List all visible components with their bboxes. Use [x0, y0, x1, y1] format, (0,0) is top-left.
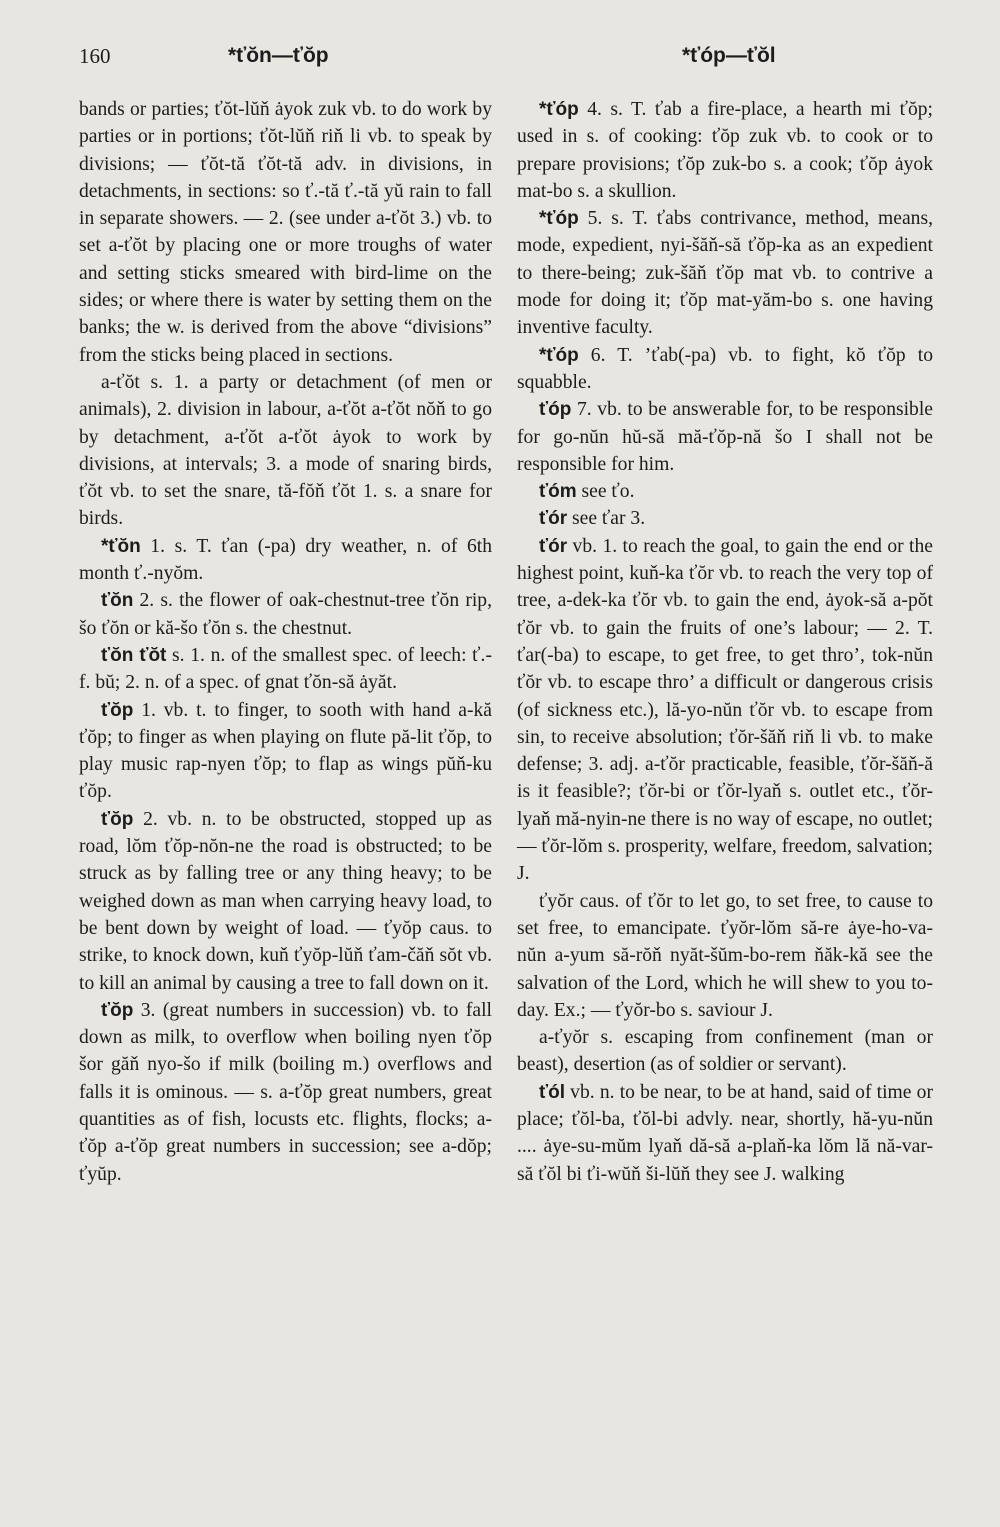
entry-definition: see ťar 3.: [567, 508, 646, 530]
dictionary-entry: [517, 342, 933, 397]
entry-headword: ťŏn: [101, 590, 134, 612]
entry-headword: ťór: [539, 508, 568, 530]
entry-headword: ťŏn ťŏt: [101, 644, 167, 666]
entry-definition: 7. vb. to be answerable for, to be responsible for go-nŭn hŭ-să mă-ťŏp-nă šo I shall not be responsible for him.: [517, 399, 933, 475]
entry-definition: 4. s. T. ťab a fire-place, a hearth mi ťŏp; used in s. of cooking: ťŏp zuk vb. to cook or to prepare provisions; ťŏp zuk-bo s. a cook; ťŏp ȧyok mat-bo s. a skullion.: [517, 99, 933, 202]
entry-headword: ťóp: [539, 399, 572, 421]
entry-definition: 2. vb. n. to be obstructed, stopped up as road, lŏm ťŏp-nŏn-ne the road is obstructed; to be struck as by falling tree or any thing heavy; to be weighed down as man when carrying heavy load, to be bent down by weight of load. — ťyŏp caus. to strike, to knock down, kuň ťyŏp-lŭň ťam-čăň sŏt vb. to kill an animal by causing a tree to fall down on it.: [79, 808, 492, 994]
entry-definition: vb. 1. to reach the goal, to gain the end or the highest point, kuň-ka ťŏr vb. to reach the very top of tree, a-dek-ka ťŏr vb. to gain the end, ȧyok-să a-pŏt ťŏr vb. to gain the fruits of one’s labour; — 2. T. ťar(-ba) to escape, to get free, to get thro’, tok-nŭn ťŏr vb. to escape thro’ a difficult or dangerous crisis (of sickness etc.), lă-yo-nŭn ťŏr vb. to escape from sin, to receive absolution; ťŏr-šăň riň li vb. to make defense; 3. adj. a-ťŏr practicable, feasible, ťŏr-šăň-ă is it feasible?; ťŏr-bi or ťŏr-lyaň s. outlet etc., ťŏr-lyaň mă-nyin-ne there is no way of escape, no outlet; — ťŏr-lŏm s. prosperity, welfare, freedom, salvation; J.: [517, 535, 933, 885]
entry-headword: *ťóp: [539, 208, 579, 230]
right-running-head: *ťóp—ťŏl: [682, 44, 776, 67]
dictionary-entry: [79, 642, 492, 697]
entry-definition: a-ťŏt s. 1. a party or detachment (of men or animals), 2. division in labour, a-ťŏt a-ťŏt nŏň to go by detachment, a-ťŏt a-ťŏt ȧyok to work by divisions, at intervals; 3. a mode of snaring birds, ťŏt vb. to set the snare, tă-fŏň ťŏt 1. s. a snare for birds.: [79, 371, 492, 530]
right-column: [517, 96, 933, 1188]
dictionary-entry: [517, 1024, 933, 1079]
entry-definition: a-ťyŏr s. escaping from confinement (man or beast), desertion (as of soldier or servant).: [517, 1027, 933, 1076]
dictionary-entry: [517, 396, 933, 478]
entry-definition: 6. T. ’ťab(-pa) vb. to fight, kŏ ťŏp to squabble.: [517, 344, 933, 393]
dictionary-entry: [79, 806, 492, 997]
entry-headword: *ťŏn: [101, 535, 141, 557]
entry-definition: 1. vb. t. to finger, to sooth with hand a-kă ťŏp; to finger as when playing on flute pă-lit ťŏp, to play music rap-nyen ťŏp; to flap as wings pŭň-ku ťŏp.: [79, 699, 492, 803]
dictionary-entry: [79, 997, 492, 1188]
entry-headword: ťór: [539, 535, 568, 557]
entry-definition: s. 1. n. of the smallest spec. of leech: ť.-f. bŭ; 2. n. of a spec. of gnat ťŏn-să ȧyăt.: [79, 644, 492, 694]
entry-definition: ťyŏr caus. of ťŏr to let go, to set free, to cause to set free, to emancipate. ťyŏr-lŏm să-re ȧye-ho-va-nŭn a-yum să-rŏň nyăt-šŭm-bo-rem ňăk-kă see the salvation of the Lord, which he will shew to you to-day. Ex.; — ťyŏr-bo s. saviour J.: [517, 890, 933, 1021]
entry-definition: 3. (great numbers in succession) vb. to fall down as milk, to overflow when boiling nyen ťŏp šor găň nyo-šo if milk (boiling m.) overflows and falls it is ominous. — s. a-ťŏp great numbers, great quantities as of fish, locusts etc. flights, flocks; a-ťŏp a-ťŏp great numbers in succession; see a-dŏp; ťyŭp.: [79, 999, 492, 1185]
left-running-head: *ťŏn—ťŏp: [228, 44, 329, 67]
dictionary-entry: [517, 888, 933, 1024]
entry-headword: ťŏp: [101, 999, 134, 1021]
entry-headword: *ťóp: [539, 344, 579, 366]
entry-headword: ťóm: [539, 481, 577, 503]
entry-headword: ťŏp: [101, 808, 134, 830]
dictionary-entry: [79, 96, 492, 369]
entry-headword: ťŏp: [101, 699, 134, 721]
dictionary-entry: [517, 478, 933, 505]
entry-definition: 5. s. T. ťabs contrivance, method, means, mode, expedient, nyi-šăň-să ťŏp-ka as an expedient to there-being; zuk-šăň ťŏp mat vb. to contrive a mode for doing it; ťŏp mat-yăm-bo s. one having inventive faculty.: [517, 208, 933, 339]
dictionary-entry: [79, 533, 492, 588]
dictionary-entry: [517, 205, 933, 341]
entry-headword: ťól: [539, 1081, 565, 1103]
dictionary-entry: [517, 1079, 933, 1188]
dictionary-entry: [517, 505, 933, 532]
entry-definition: 2. s. the flower of oak-chestnut-tree ťŏn rip, šo ťŏn or kă-šo ťŏn s. the chestnut.: [79, 590, 492, 639]
dictionary-entry: [517, 96, 933, 205]
entry-definition: see ťo.: [576, 481, 635, 503]
dictionary-entry: [79, 587, 492, 642]
left-column: [79, 96, 492, 1188]
dictionary-entry: [79, 369, 492, 533]
entry-headword: *ťóp: [539, 99, 579, 120]
dictionary-entry: [517, 533, 933, 888]
entry-definition: 1. s. T. ťan (-pa) dry weather, n. of 6th month ť.-nyŏm.: [79, 535, 492, 585]
dictionary-entry: [79, 697, 492, 806]
entry-definition: bands or parties; ťŏt-lŭň ȧyok zuk vb. to do work by parties or in portions; ťŏt-lŭň riň li vb. to speak by divisions; — ťŏt-tă ťŏt-tă adv. in divisions, in detachments, in sections: so ť.-tă ť.-tă yŭ rain to fall in separate showers. — 2. (see under a-ťŏt 3.) vb. to set a-ťŏt by placing one or more troughs of water and setting sticks smeared with bird-lime on the sides; or where there is water by setting them on the banks; the w. is derived from the above “divisions” from the sticks being placed in sections.: [79, 99, 492, 366]
entry-definition: vb. n. to be near, to be at hand, said of time or place; ťŏl-ba, ťŏl-bi advly. near, shortly, hă-yu-nŭn .... ȧye-su-mŭm lyaň dă-să a-plaň-ka lŏm lă nă-var-să ťŏl bi ťi-wŭň ši-lŭň they see J. walking: [517, 1081, 933, 1185]
page-number: 160: [79, 44, 111, 68]
